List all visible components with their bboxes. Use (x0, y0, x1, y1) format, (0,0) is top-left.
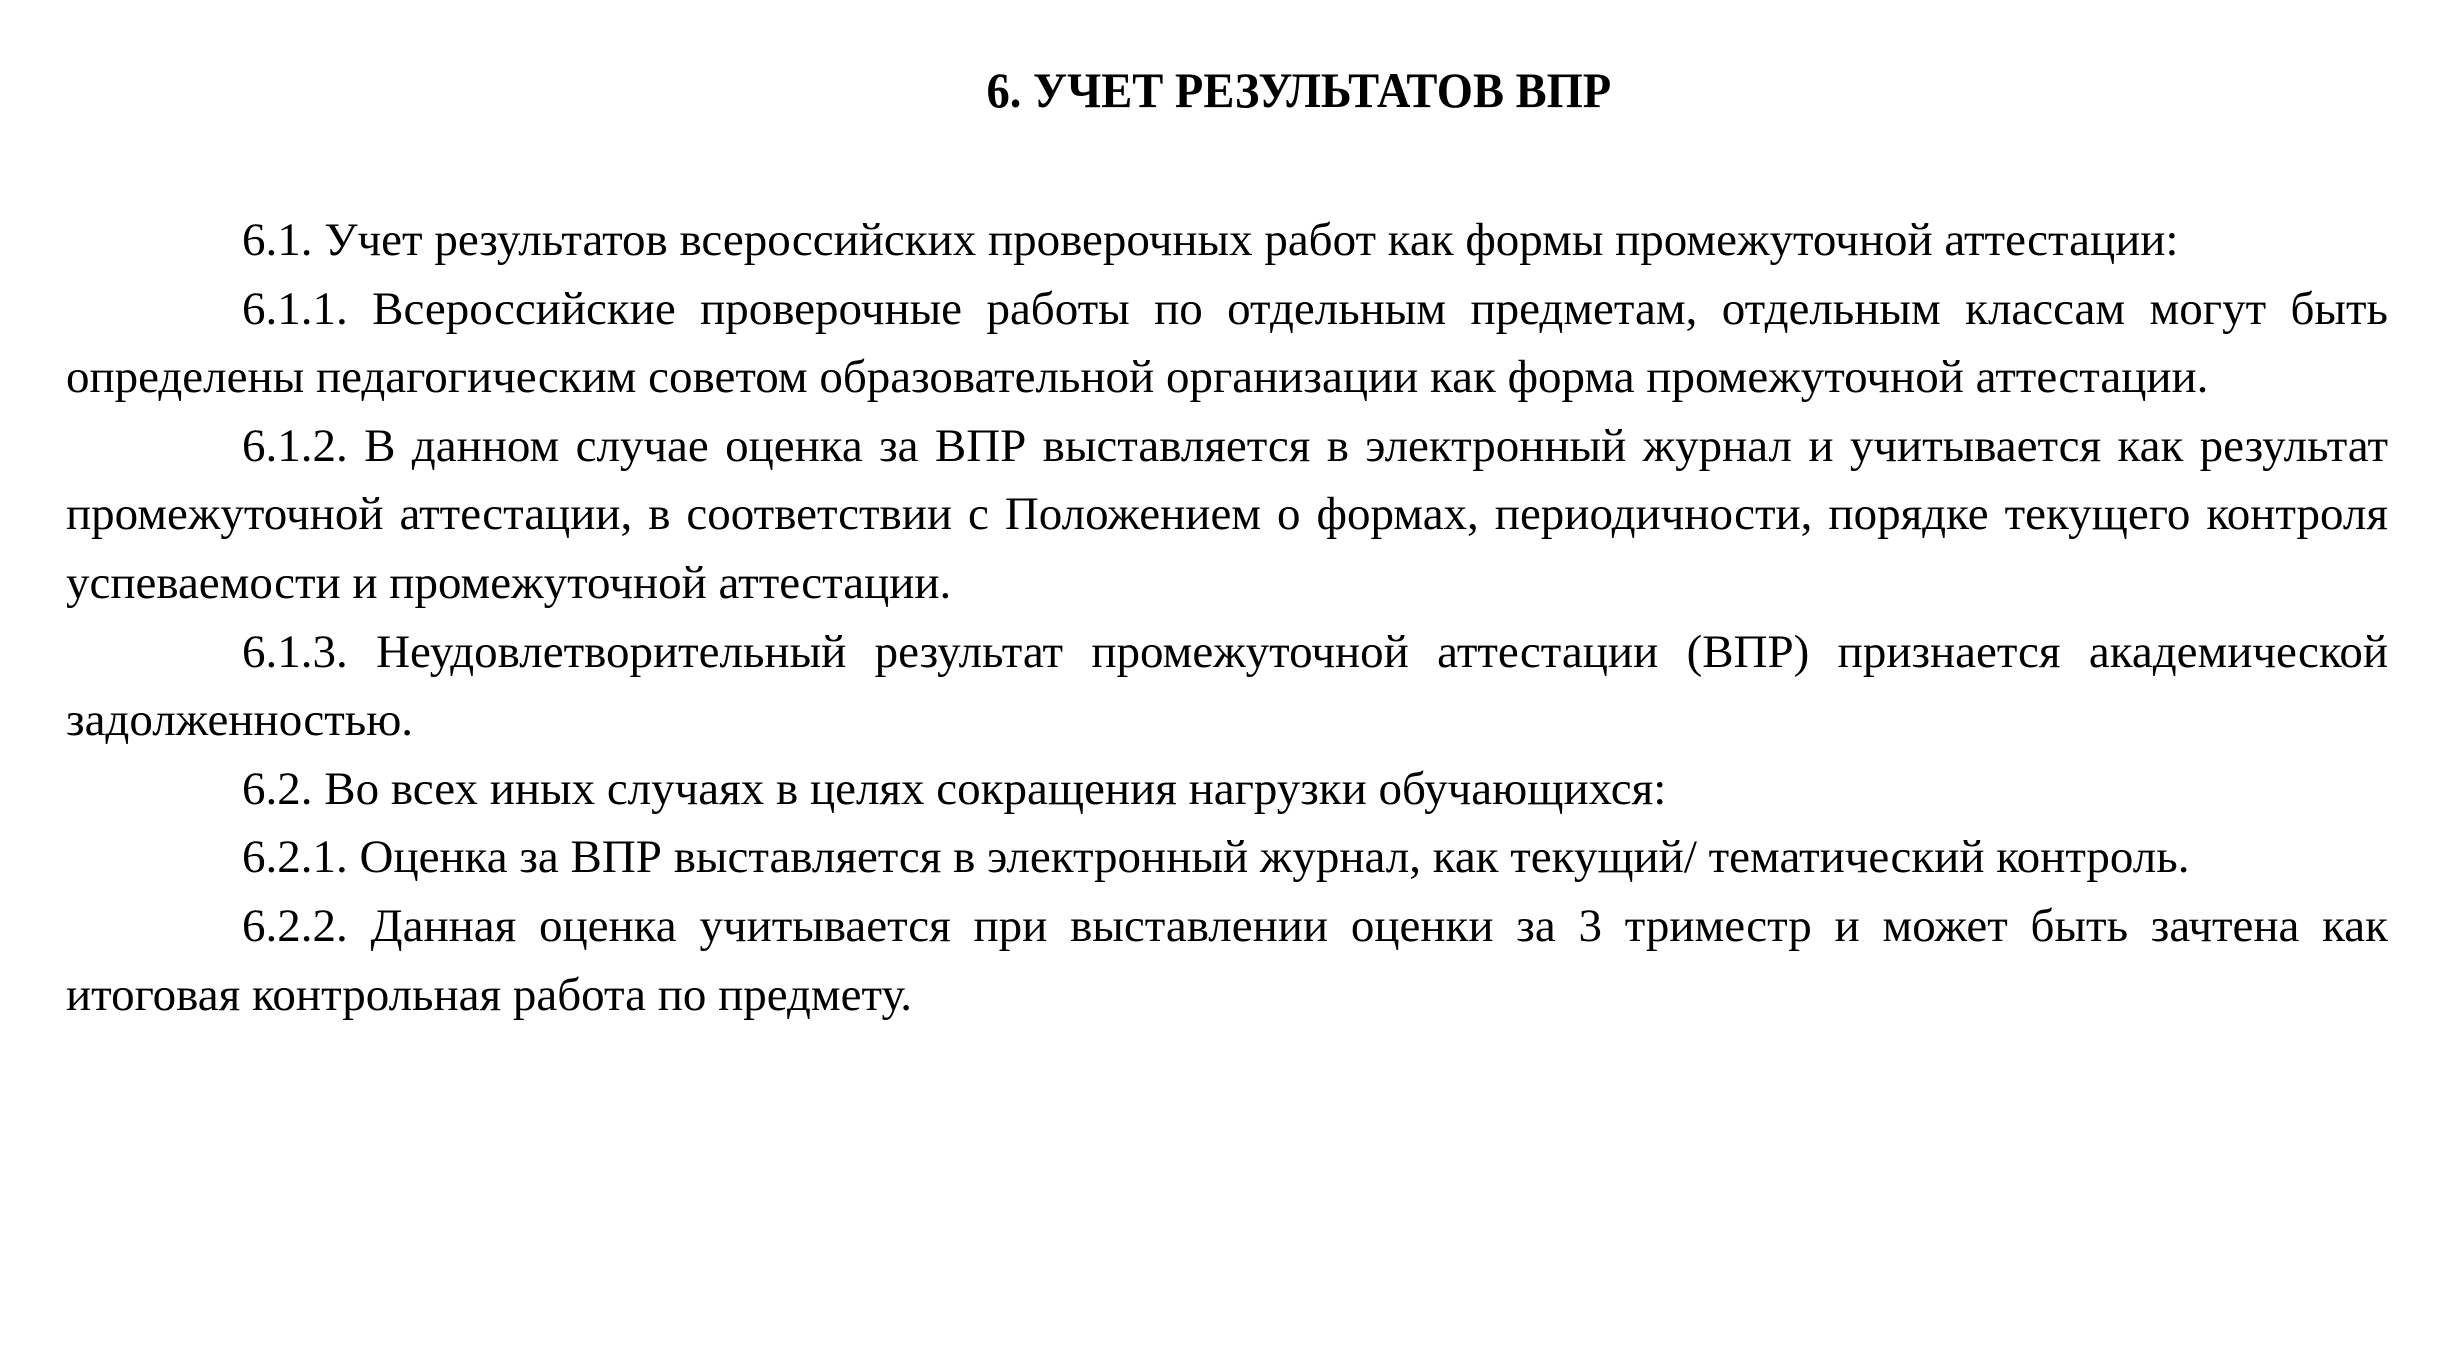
paragraph-6-2-2: 6.2.2. Данная оценка учитывается при выставлении оценки за 3 триместр и может быть зачтена как итоговая контрольная работа по предмету. (66, 899, 2388, 1021)
section-title (66, 60, 2388, 120)
document-body (66, 206, 2388, 1029)
paragraph-6-2: 6.2. Во всех иных случаях в целях сокращения нагрузки обучающихся: (242, 762, 1667, 815)
paragraph-6-2-1: 6.2.1. Оценка за ВПР выставляется в электронный журнал, как текущий/ тематический контроль. (242, 831, 2190, 884)
section-title-text: 6. УЧЕТ РЕЗУЛЬТАТОВ ВПР (986, 62, 1612, 118)
paragraph-6-1-2: 6.1.2. В данном случае оценка за ВПР выставляется в электронный журнал и учитывается как результат промежуточной аттестации, в соответствии с Положением о формах, периодичности, порядке текущего контроля успеваемости и промежуточной аттестации. (66, 419, 2388, 609)
paragraph-6-1-3: 6.1.3. Неудовлетворительный результат промежуточной аттестации (ВПР) признается академической задолженностью. (66, 625, 2388, 747)
paragraph-6-1: 6.1. Учет результатов всероссийских проверочных работ как формы промежуточной аттестации: (242, 214, 2179, 266)
paragraph-6-1-1: 6.1.1. Всероссийские проверочные работы по отдельным предметам, отдельным классам могут быть определены педагогическим советом образовательной организации как форма промежуточной аттестации. (66, 282, 2388, 404)
